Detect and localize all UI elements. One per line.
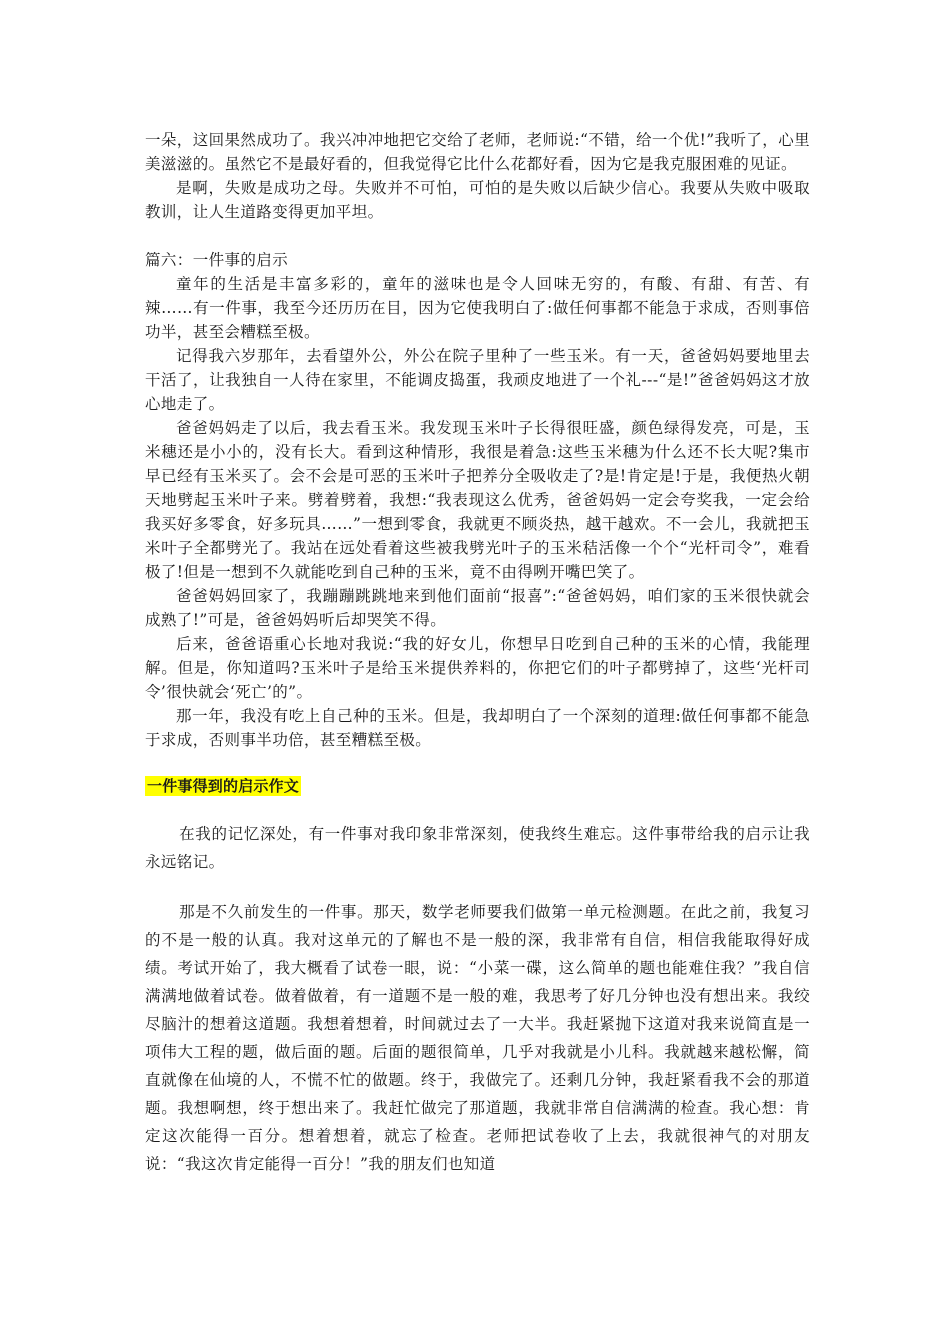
- essay-title: 一件事得到的启示作文: [147, 777, 300, 795]
- paragraph: 在我的记忆深处，有一件事对我印象非常深刻，使我终生难忘。这件事带给我的启示让我永远铭记。: [145, 825, 810, 871]
- spacer: [145, 798, 810, 820]
- paragraph: 童年的生活是丰富多彩的，童年的滋味也是令人回味无穷的，有酸、有甜、有苦、有辣……有一件事，我至今还历历在目，因为它使我明白了:做任何事都不能急于求成，否则事倍功半，甚至会糟糕至极。: [145, 275, 810, 341]
- paragraph: 爸爸妈妈走了以后，我去看玉米。我发现玉米叶子长得很旺盛，颜色绿得发亮，可是，玉米穗还是小小的，没有长大。看到这种情形，我很是着急:这些玉米穗为什么还不长大呢?集市早已经有玉米买了。会不会是可恶的玉米叶子把养分全吸收走了?是!肯定是!于是，我便热火朝天地劈起玉米叶子来。劈着劈着，我想:“我表现这么优秀，爸爸妈妈一定会夸奖我，一定会给我买好多零食，好多玩具……”一想到零食，我就更不顾炎热，越干越欢。不一会儿，我就把玉米叶子全都劈光了。我站在远处看着这些被我劈光叶子的玉米秸活像一个个“光杆司令”，难看极了!但是一想到不久就能吃到自己种的玉米，竟不由得咧开嘴巴笑了。: [145, 419, 810, 581]
- paragraph: 爸爸妈妈回家了，我蹦蹦跳跳地来到他们面前“报喜”:“爸爸妈妈，咱们家的玉米很快就会成熟了!”可是，爸爸妈妈听后却哭笑不得。: [145, 587, 810, 629]
- paragraph: 那是不久前发生的一件事。那天，数学老师要我们做第一单元检测题。在此之前，我复习的不是一般的认真。我对这单元的了解也不是一般的深，我非常有自信，相信我能取得好成绩。考试开始了，我大概看了试卷一眼，说：“小菜一碟，这么简单的题也能难住我？”我自信满满地做着试卷。做着做着，有一道题不是一般的难，我思考了好几分钟也没有想出来。我绞尽脑汁的想着这道题。我想着想着，时间就过去了一大半。我赶紧抛下这道对我来说简直是一项伟大工程的题，做后面的题。后面的题很简单，几乎对我就是小儿科。我就越来越松懈，简直就像在仙境的人，不慌不忙的做题。终于，我做完了。还剩几分钟，我赶紧看我不会的那道题。我想啊想，终于想出来了。我赶忙做完了那道题，我就非常自信满满的检查。我心想：肯定这次能得一百分。想着想着，就忘了检查。老师把试卷收了上去，我就很神气的对朋友说：“我这次肯定能得一百分！”我的朋友们也知道: [145, 903, 810, 1173]
- document-page: [145, 128, 810, 1178]
- paragraph: 那一年，我没有吃上自己种的玉米。但是，我却明白了一个深刻的道理:做任何事都不能急于求成，否则事半功倍，甚至糟糕至极。: [145, 707, 810, 749]
- paragraph: 后来，爸爸语重心长地对我说:“我的好女儿，你想早日吃到自己种的玉米的心情，我能理解。但是，你知道吗?玉米叶子是给玉米提供养料的，你把它们的叶子都劈掉了，这些‘光杆司令’很快就会‘死亡’的”。: [145, 635, 810, 701]
- spacer: [145, 752, 810, 774]
- section-title: 篇六：一件事的启示: [145, 251, 289, 269]
- essay-title-row: [145, 774, 810, 798]
- spacer: [145, 876, 810, 898]
- spacer: [145, 224, 810, 248]
- paragraph: 是啊，失败是成功之母。失败并不可怕，可怕的是失败以后缺少信心。我要从失败中吸取教训，让人生道路变得更加平坦。: [145, 179, 810, 221]
- paragraph: 记得我六岁那年，去看望外公，外公在院子里种了一些玉米。有一天，爸爸妈妈要地里去干活了，让我独自一人待在家里，不能调皮捣蛋，我顽皮地进了一个礼---“是!”爸爸妈妈这才放心地走了。: [145, 347, 810, 413]
- paragraph: 一朵，这回果然成功了。我兴冲冲地把它交给了老师，老师说:“不错，给一个优!”我听了，心里美滋滋的。虽然它不是最好看的，但我觉得它比什么花都好看，因为它是我克服困难的见证。: [145, 131, 810, 173]
